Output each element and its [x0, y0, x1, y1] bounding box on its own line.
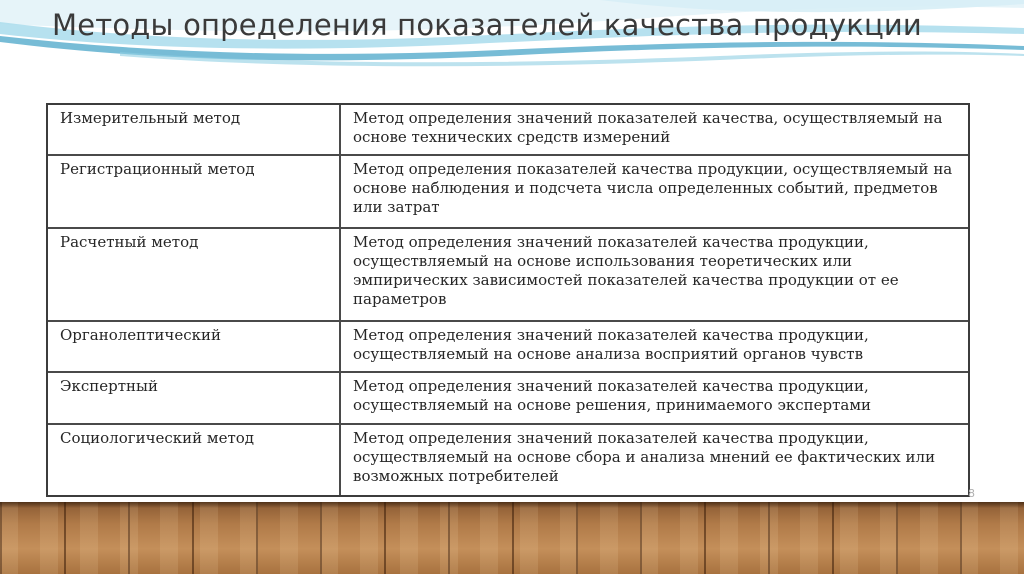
slide-title: Методы определения показателей качества продукции — [52, 8, 922, 42]
methods-table — [46, 103, 970, 497]
method-name-cell: Расчетный метод — [48, 228, 340, 322]
method-description-cell: Метод определения показателей качества продукции, осуществляемый на основе наблюдения и подсчета числа определенных событий, предметов или затрат — [340, 155, 968, 227]
method-name-cell: Измерительный метод — [48, 105, 340, 155]
method-name-cell: Социологический метод — [48, 424, 340, 495]
table-row — [48, 105, 968, 155]
method-description-cell: Метод определения значений показателей качества продукции, осуществляемый на основе сбора и анализа мнений ее фактических или возможных потребителей — [340, 424, 968, 495]
method-name-cell: Экспертный — [48, 372, 340, 423]
page-number: 8 — [968, 487, 975, 500]
method-description-cell: Метод определения значений показателей качества продукции, осуществляемый на основе анализа восприятий органов чувств — [340, 321, 968, 372]
method-description-cell: Метод определения значений показателей качества, осуществляемый на основе технических средств измерений — [340, 105, 968, 155]
wooden-floor-decoration — [0, 502, 1024, 574]
method-name-cell: Регистрационный метод — [48, 155, 340, 227]
table-row — [48, 155, 968, 227]
method-description-cell: Метод определения значений показателей качества продукции, осуществляемый на основе решения, принимаемого экспертами — [340, 372, 968, 423]
table-row — [48, 424, 968, 495]
table-row — [48, 372, 968, 423]
table-row — [48, 228, 968, 322]
table-row — [48, 321, 968, 372]
method-description-cell: Метод определения значений показателей качества продукции, осуществляемый на основе использования теоретических или эмпирических зависимостей показателей качества продукции от ее параметров — [340, 228, 968, 322]
method-name-cell: Органолептический — [48, 321, 340, 372]
